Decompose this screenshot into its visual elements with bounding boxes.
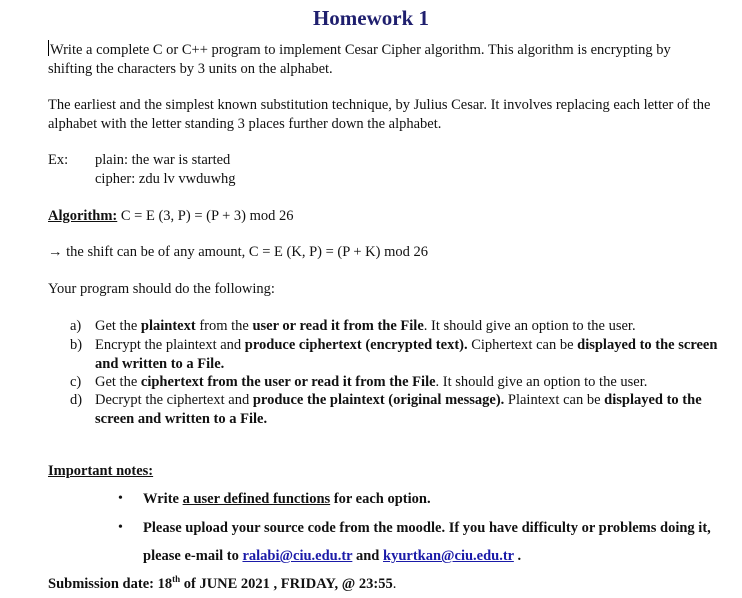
intro-paragraph bbox=[48, 40, 718, 79]
task-marker: b) bbox=[70, 337, 83, 353]
notes-heading: Important notes: bbox=[48, 463, 154, 479]
task-intro: Your program should do the following: bbox=[48, 281, 275, 297]
note-item-1: • Write a user defined functions for each option. bbox=[118, 485, 718, 513]
shift-line bbox=[48, 244, 428, 261]
bullet-icon: • bbox=[118, 491, 123, 506]
page-title: Homework 1 bbox=[312, 6, 430, 30]
email-link-kyurtkan[interactable]: kyurtkan@ciu.edu.tr bbox=[383, 548, 514, 564]
task-marker: d) bbox=[70, 392, 83, 408]
intro-text: Write a complete C or C++ program to implement Cesar Cipher algorithm. This algorithm is encrypting by shifting the characters by 3 units on the alphabet. bbox=[48, 42, 671, 77]
algorithm-line bbox=[48, 208, 294, 225]
shift-text: the shift can be of any amount, C = E (K, P) = (P + K) mod 26 bbox=[62, 244, 428, 260]
task-item-c: c) Get the ciphertext from the user or read it from the File. It should give an option to the user. bbox=[70, 374, 648, 390]
task-item-a: a) Get the plaintext from the user or read it from the File. It should give an option to the user. bbox=[70, 318, 636, 334]
example-label: Ex: bbox=[48, 152, 69, 168]
text-cursor bbox=[48, 40, 49, 56]
algorithm-formula: C = E (3, P) = (P + 3) mod 26 bbox=[117, 208, 294, 224]
task-item-b: b) Encrypt the plaintext and produce ciphertext (encrypted text). Ciphertext can be displayed to the screen and written to a File. bbox=[70, 337, 718, 372]
email-link-ralabi[interactable]: ralabi@ciu.edu.tr bbox=[242, 548, 353, 564]
example-plain: plain: the war is started bbox=[95, 152, 231, 168]
note-item-2: • Please upload your source code from the moodle. If you have difficulty or problems doing it, please e-mail to ralabi@ciu.edu.tr and kyurtkan@ciu.edu.tr . bbox=[118, 514, 718, 570]
task-marker: c) bbox=[70, 374, 82, 390]
example-cipher: cipher: zdu lv vwduwhg bbox=[95, 171, 236, 187]
algorithm-label: Algorithm: bbox=[48, 208, 118, 224]
task-item-d: d) Decrypt the ciphertext and produce the plaintext (original message). Plaintext can be displayed to the screen and written to a File. bbox=[70, 392, 702, 427]
task-marker: a) bbox=[70, 318, 82, 334]
submission-date: Submission date: 18th of JUNE 2021 , FRIDAY, @ 23:55. bbox=[48, 574, 397, 592]
bullet-icon: • bbox=[118, 520, 123, 535]
background-paragraph: The earliest and the simplest known substitution technique, by Julius Cesar. It involves replacing each letter of the alphabet with the letter standing 3 places further down the alphabet. bbox=[48, 97, 711, 132]
arrow-icon: → bbox=[48, 244, 63, 260]
